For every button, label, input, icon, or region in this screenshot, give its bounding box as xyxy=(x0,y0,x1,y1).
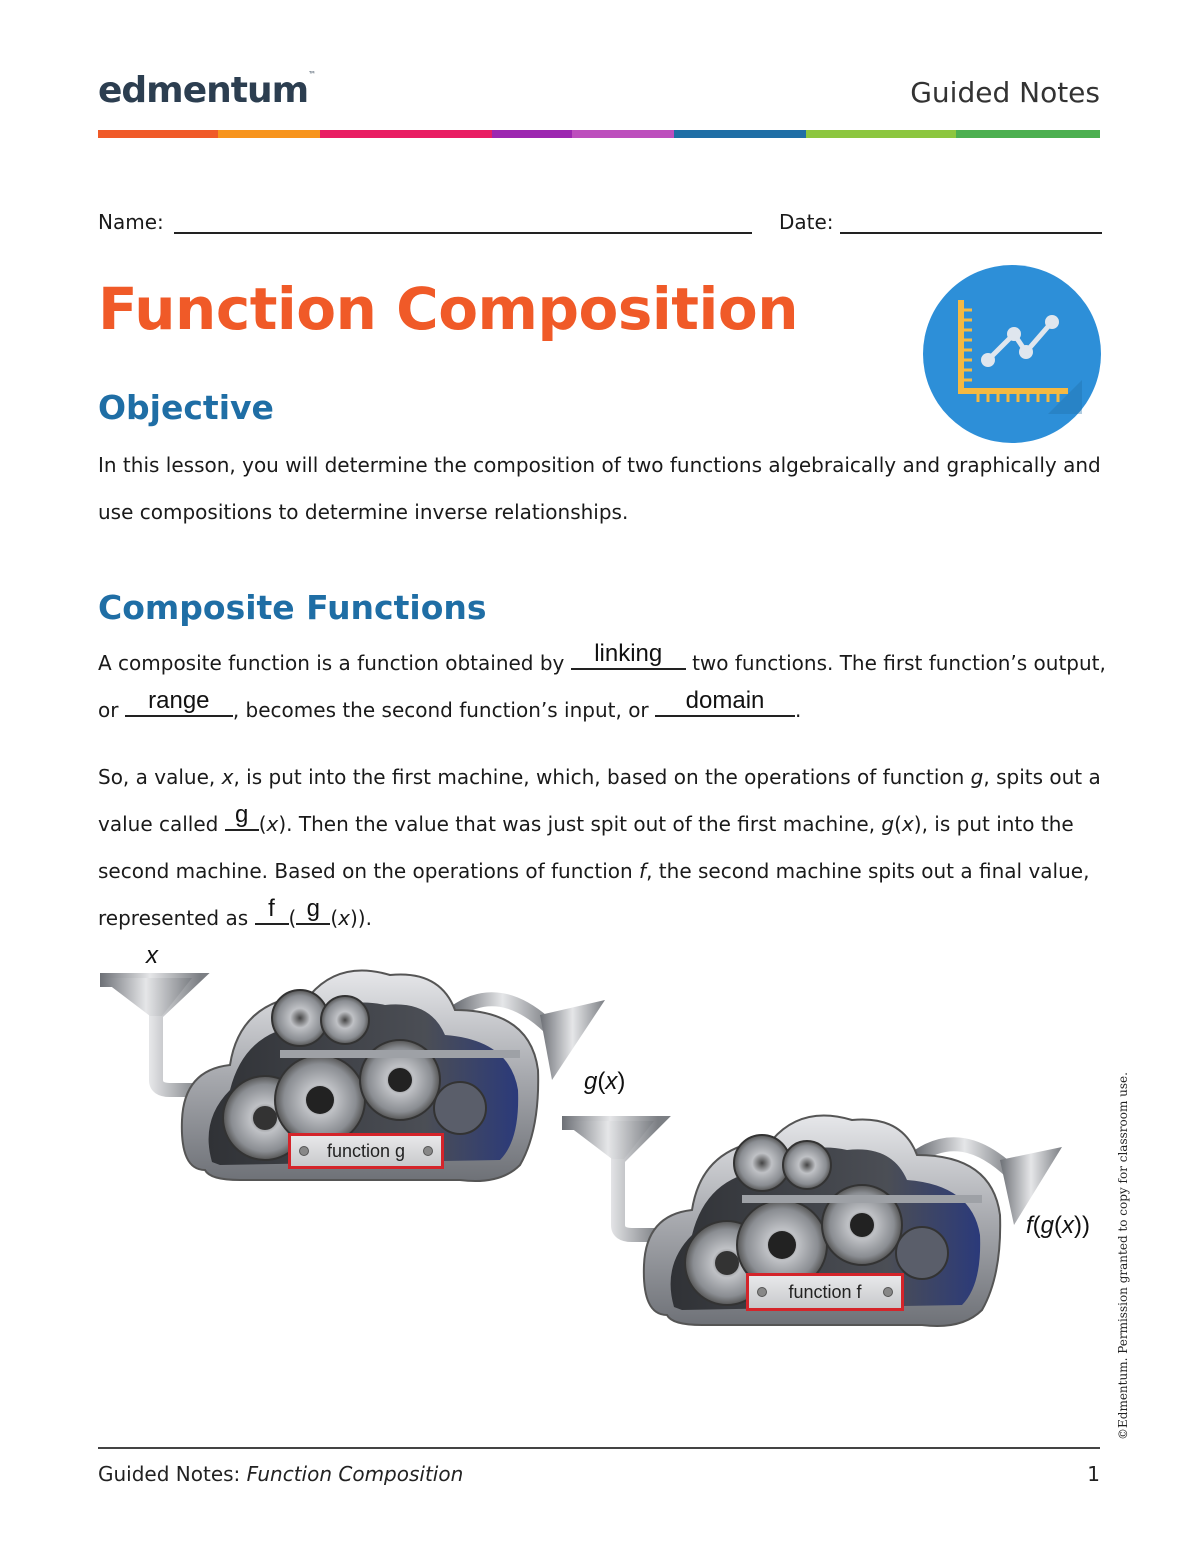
middle-label: g(x) xyxy=(584,1068,626,1095)
color-segment xyxy=(956,130,1100,138)
copyright-notice: ©Edmentum. Permission granted to copy for classroom use. xyxy=(1116,1072,1130,1440)
composite-paragraph-1: A composite function is a function obtained by linking two functions. The first function’s output, or range , becomes the second function’s input, or domain . xyxy=(98,640,1106,722)
chart-icon xyxy=(922,264,1102,444)
blank-linking[interactable]: linking xyxy=(571,646,686,670)
edmentum-logo: edmentum™ xyxy=(98,70,316,111)
blank-f[interactable]: f xyxy=(255,901,289,925)
page-number: 1 xyxy=(1087,1462,1100,1486)
blank-g-2[interactable]: g xyxy=(296,901,330,925)
output-label: f(g(x)) xyxy=(1026,1212,1091,1239)
blank-range[interactable]: range xyxy=(125,693,233,717)
blank-domain[interactable]: domain xyxy=(655,693,795,717)
name-label: Name: xyxy=(98,210,164,234)
page-title: Function Composition xyxy=(98,275,798,343)
date-field[interactable] xyxy=(840,232,1102,234)
name-field[interactable] xyxy=(174,232,752,234)
color-segment xyxy=(320,130,492,138)
machine-g-label: function g xyxy=(288,1133,444,1169)
objective-text: In this lesson, you will determine the composition of two functions algebraically and graphically and use compositions to determine inverse relationships. xyxy=(98,453,1101,524)
color-bar xyxy=(98,130,1100,138)
blank-g[interactable]: g xyxy=(225,807,259,831)
composite-heading: Composite Functions xyxy=(98,588,487,627)
objective-heading: Objective xyxy=(98,388,274,427)
footer-divider xyxy=(98,1447,1100,1449)
composite-paragraph-2: So, a value, x, is put into the first machine, which, based on the operations of function g, spits out a value called g (x). Then the value that was just spit out of the first machine, g(x), is put into the second machine. Based on the operations of function f, the second machine spits out a final value, represented as f ( g (x)). xyxy=(98,765,1101,930)
color-segment xyxy=(806,130,956,138)
input-label: x xyxy=(146,942,158,969)
color-segment xyxy=(98,130,218,138)
section-label: Guided Notes xyxy=(910,76,1100,109)
color-segment xyxy=(674,130,806,138)
color-segment xyxy=(218,130,320,138)
color-segment xyxy=(572,130,674,138)
color-segment xyxy=(492,130,572,138)
footer-title: Guided Notes: Function Composition xyxy=(98,1462,464,1486)
function-machines-illustration xyxy=(100,940,1100,1340)
machine-f-label: function f xyxy=(746,1273,904,1311)
date-label: Date: xyxy=(779,210,834,234)
